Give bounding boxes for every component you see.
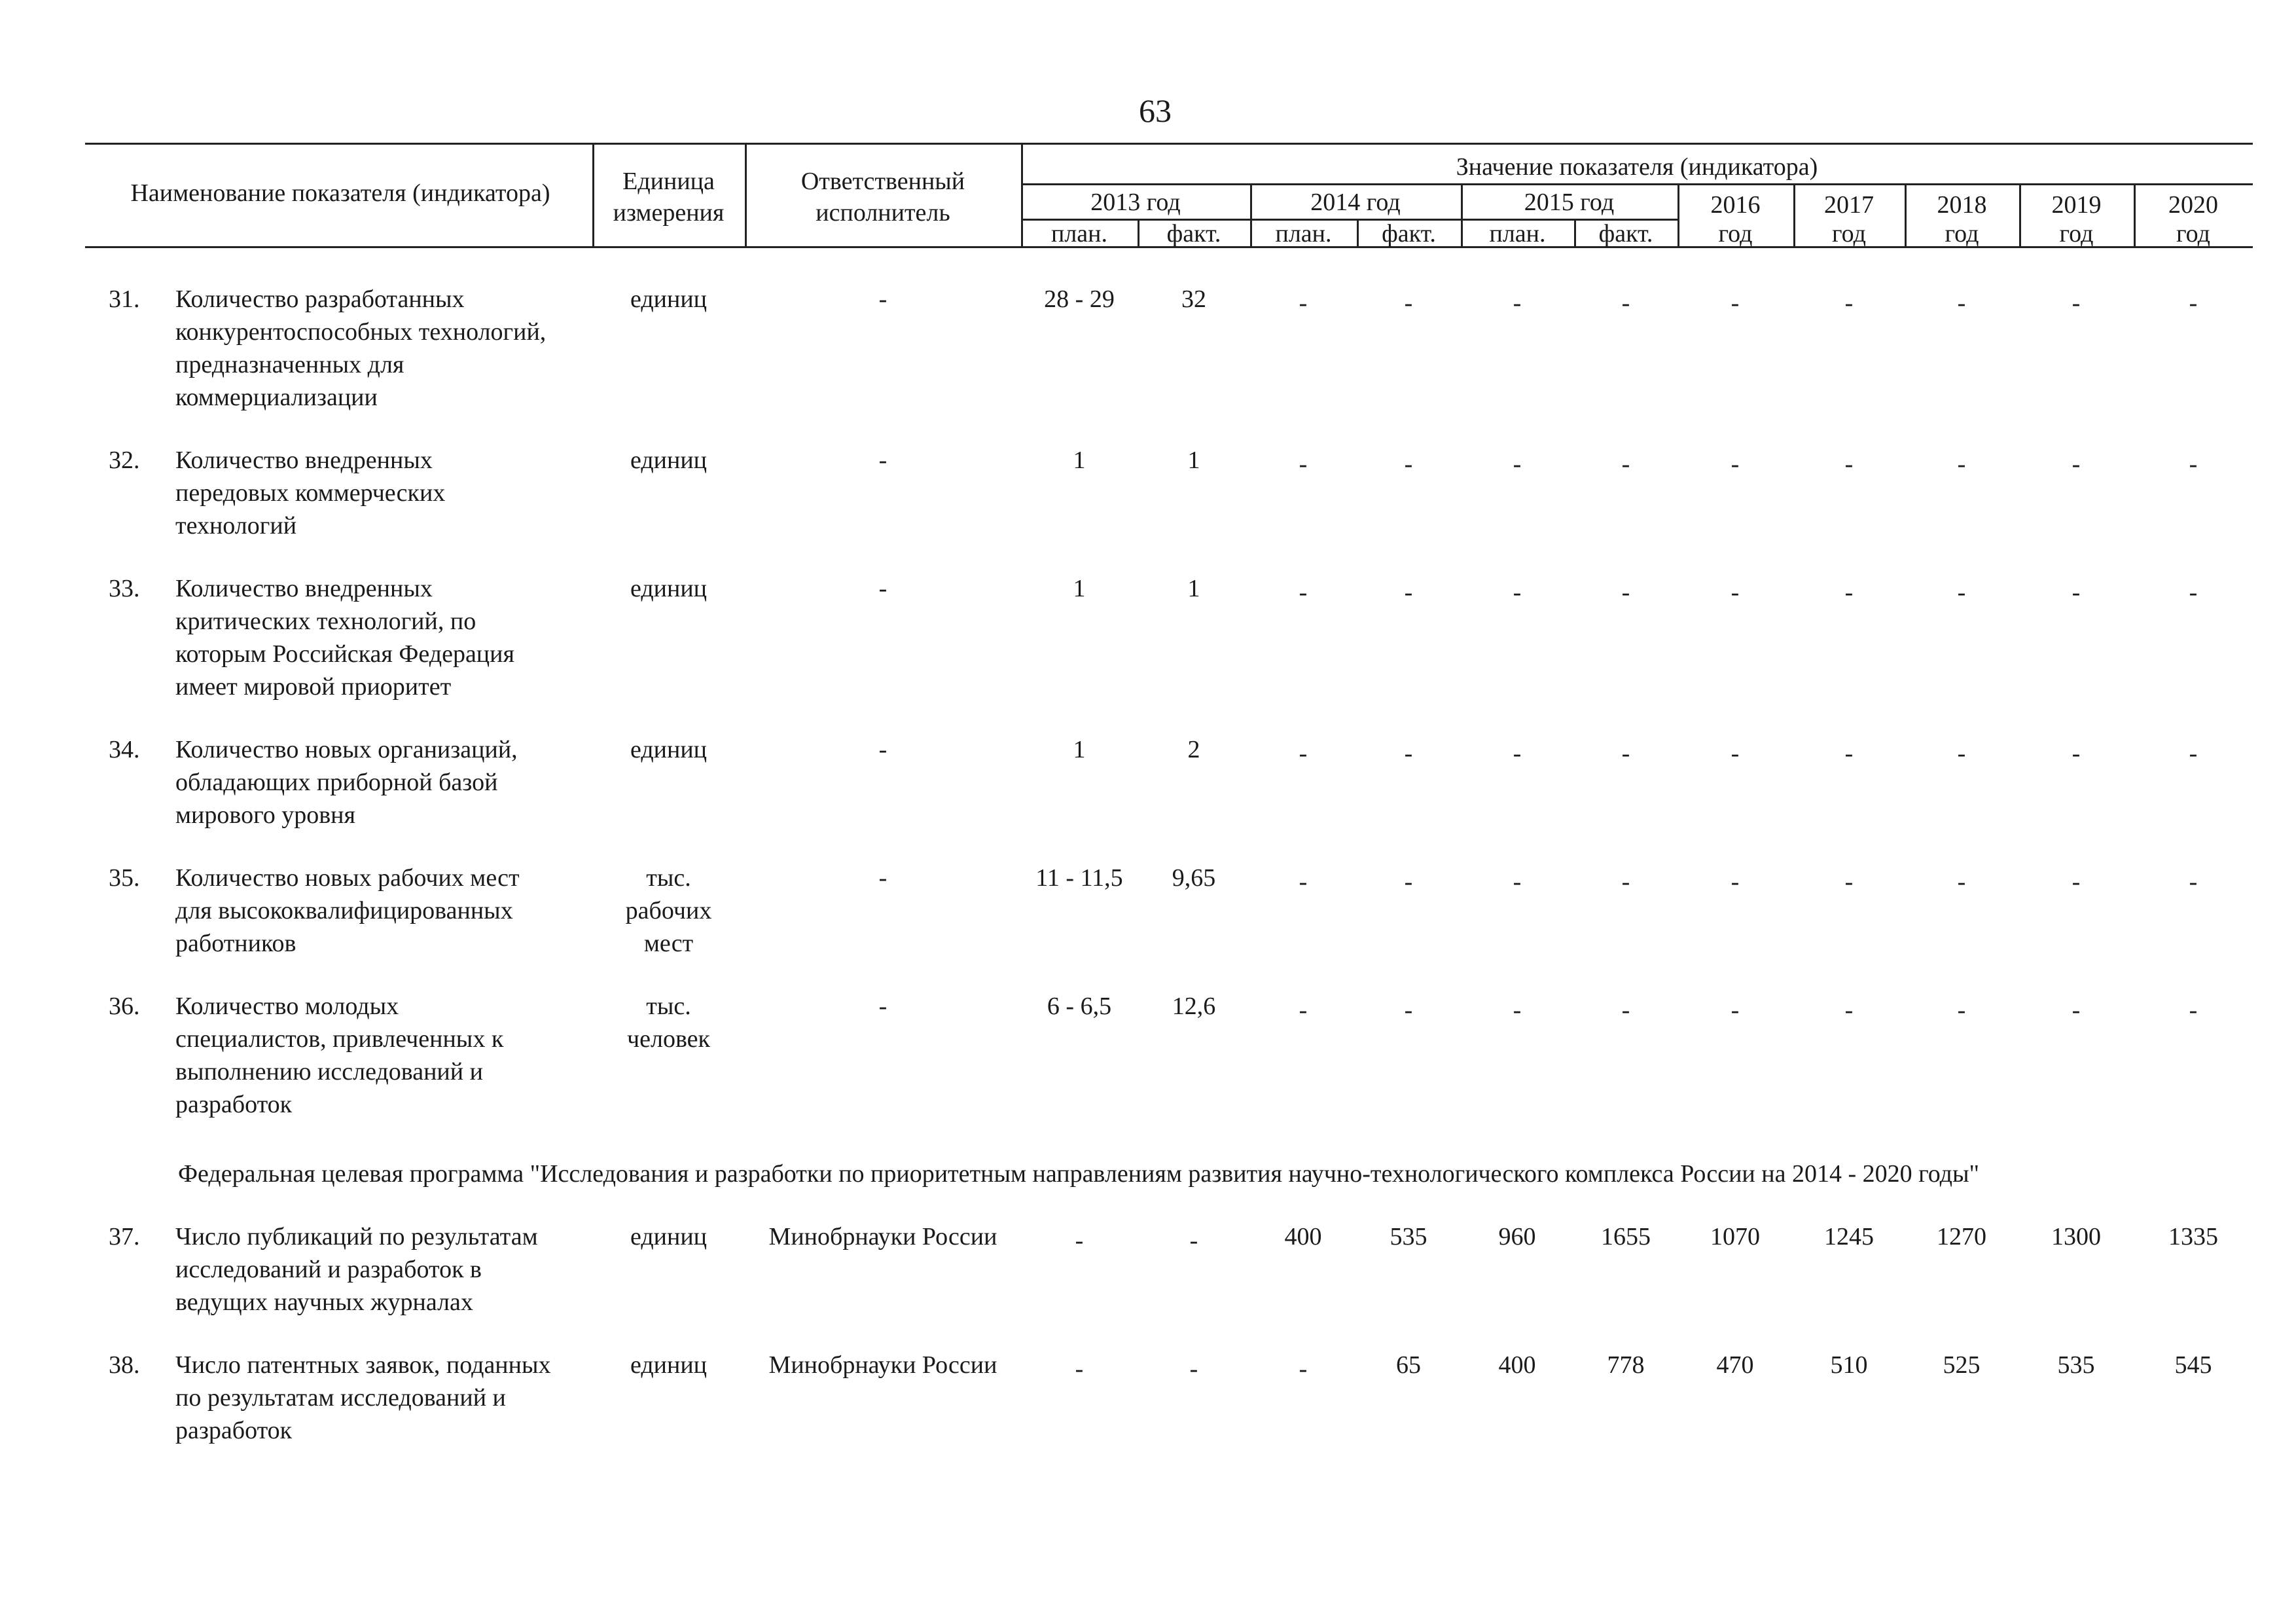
header-2015-fact: факт. (1598, 220, 1653, 247)
row-value-cell: - (1513, 579, 1522, 606)
row-number: 31. (109, 285, 140, 313)
row-value-cell: - (2072, 450, 2081, 478)
header-unit-line1: Единица (622, 168, 715, 195)
row-responsible: - (878, 575, 888, 602)
row-value-cell: - (1513, 740, 1522, 767)
row-value-cell: 12,6 (1172, 993, 1216, 1020)
row-name-line: исследований и разработок в (175, 1256, 482, 1283)
row-value-cell: - (1075, 1227, 1084, 1254)
row-name-line: Количество внедренных (175, 575, 433, 602)
row-value-cell: - (1957, 740, 1966, 767)
row-name-line: имеет мировой приоритет (175, 673, 452, 701)
row-value-cell: - (2189, 868, 2198, 896)
row-value-cell: - (1621, 579, 1630, 606)
header-resp-line2: исполнитель (816, 199, 950, 227)
row-value-cell: 1655 (1601, 1223, 1651, 1250)
header-year-2014: 2014 год (1310, 189, 1401, 216)
row-value-cell: 1 (1073, 447, 1086, 474)
row-value-cell: 65 (1396, 1351, 1421, 1379)
row-name-line: передовых коммерческих (175, 479, 446, 507)
row-value-cell: 470 (1716, 1351, 1754, 1379)
row-value-cell: - (1299, 289, 1308, 317)
header-god-2019: год (2059, 220, 2094, 247)
row-value-cell: 1 (1073, 575, 1086, 602)
row-value-cell: - (1299, 740, 1308, 767)
row-value-cell: - (1844, 996, 1854, 1024)
row-value-cell: 400 (1498, 1351, 1536, 1379)
row-value-cell: - (1404, 996, 1413, 1024)
row-name-line: обладающих приборной базой (175, 769, 498, 796)
row-value-cell: - (1404, 450, 1413, 478)
header-resp-line1: Ответственный (800, 168, 965, 195)
row-value-cell: - (1299, 996, 1308, 1024)
row-value-cell: - (1844, 289, 1854, 317)
row-name-line: коммерциализации (175, 384, 378, 411)
row-value-cell: - (1844, 450, 1854, 478)
row-number: 35. (109, 864, 140, 892)
row-responsible: Минобрнауки России (768, 1223, 997, 1250)
row-value-cell: - (1957, 868, 1966, 896)
row-name-line: выполнению исследований и (175, 1058, 483, 1085)
row-value-cell: - (1404, 289, 1413, 317)
row-unit-line: единиц (630, 1351, 708, 1379)
row-value-cell: 32 (1181, 285, 1206, 313)
row-name-line: Количество новых организаций, (175, 736, 518, 763)
row-value-cell: - (1404, 868, 1413, 896)
row-value-cell: 1245 (1824, 1223, 1874, 1250)
row-value-cell: 1 (1073, 736, 1086, 763)
row-name-line: мирового уровня (175, 801, 355, 829)
row-value-cell: - (1844, 579, 1854, 606)
row-value-cell: - (1957, 579, 1966, 606)
row-value-cell: - (1513, 289, 1522, 317)
row-value-cell: - (2072, 996, 2081, 1024)
row-name-line: по результатам исследований и (175, 1384, 506, 1412)
row-value-cell: 1 (1187, 447, 1200, 474)
row-responsible: - (878, 285, 888, 313)
row-value-cell: - (1621, 289, 1630, 317)
row-name-line: Количество новых рабочих мест (175, 864, 520, 892)
row-value-cell: - (1844, 868, 1854, 896)
header-2014-fact: факт. (1382, 220, 1436, 247)
header-year-2020: 2020 (2168, 191, 2218, 219)
row-value-cell: - (1513, 868, 1522, 896)
row-value-cell: - (2072, 868, 2081, 896)
row-name-line: Количество разработанных (175, 285, 465, 313)
row-value-cell: - (1299, 579, 1308, 606)
header-name: Наименование показателя (индикатора) (130, 179, 550, 207)
row-name-line: Количество молодых (175, 993, 399, 1020)
row-value-cell: 9,65 (1172, 864, 1216, 892)
header-year-2015: 2015 год (1524, 189, 1615, 216)
row-value-cell: - (1621, 868, 1630, 896)
row-value-cell: - (1299, 450, 1308, 478)
header-god-2017: год (1832, 220, 1866, 247)
row-value-cell: 545 (2174, 1351, 2212, 1379)
row-value-cell: - (1731, 579, 1740, 606)
row-value-cell: - (1621, 996, 1630, 1024)
row-value-cell: - (1075, 1355, 1084, 1383)
header-year-2016: 2016 (1710, 191, 1761, 219)
row-name-line: для высококвалифицированных (175, 897, 513, 924)
header-god-2016: год (1718, 220, 1753, 247)
row-value-cell: 400 (1284, 1223, 1322, 1250)
row-value-cell: 1 (1187, 575, 1200, 602)
row-value-cell: 1300 (2051, 1223, 2101, 1250)
row-value-cell: 1335 (2168, 1223, 2218, 1250)
row-value-cell: - (1299, 868, 1308, 896)
header-2015-plan: план. (1489, 220, 1546, 247)
row-value-cell: - (1731, 450, 1740, 478)
row-value-cell: - (1513, 996, 1522, 1024)
row-unit-line: мест (643, 930, 694, 957)
row-value-cell: - (1957, 450, 1966, 478)
row-value-cell: 535 (2057, 1351, 2095, 1379)
row-value-cell: 2 (1187, 736, 1200, 763)
row-value-cell: 535 (1390, 1223, 1427, 1250)
row-value-cell: - (2072, 289, 2081, 317)
row-value-cell: - (1189, 1227, 1198, 1254)
header-value: Значение показателя (индикатора) (1456, 153, 1818, 181)
row-value-cell: 11 - 11,5 (1035, 864, 1123, 892)
row-value-cell: 6 - 6,5 (1047, 993, 1112, 1020)
row-number: 34. (109, 736, 140, 763)
header-unit-line2: измерения (613, 199, 725, 227)
row-unit-line: единиц (630, 736, 708, 763)
row-unit-line: единиц (630, 575, 708, 602)
page-number: 63 (1139, 92, 1172, 129)
row-value-cell: - (2189, 740, 2198, 767)
row-value-cell: 778 (1607, 1351, 1645, 1379)
row-value-cell: - (1957, 289, 1966, 317)
header-year-2017: 2017 (1824, 191, 1874, 219)
row-name-line: Число публикаций по результатам (175, 1223, 538, 1250)
header-god-2020: год (2176, 220, 2210, 247)
row-number: 37. (109, 1223, 140, 1250)
row-name-line: разработок (175, 1417, 293, 1444)
row-unit-line: тыс. (646, 993, 691, 1020)
row-name-line: предназначенных для (175, 351, 404, 378)
row-responsible: - (878, 447, 888, 474)
row-value-cell: - (1731, 740, 1740, 767)
header-2013-plan: план. (1050, 220, 1107, 247)
row-value-cell: 1270 (1937, 1223, 1986, 1250)
header-year-2013: 2013 год (1090, 189, 1181, 216)
row-responsible: - (878, 736, 888, 763)
row-name-line: Число патентных заявок, поданных (175, 1351, 551, 1379)
row-value-cell: 510 (1830, 1351, 1868, 1379)
header-god-2018: год (1945, 220, 1979, 247)
row-value-cell: - (1731, 868, 1740, 896)
row-number: 33. (109, 575, 140, 602)
row-name-line: работников (175, 930, 296, 957)
row-value-cell: - (1189, 1355, 1198, 1383)
row-name-line: критических технологий, по (175, 608, 476, 635)
row-value-cell: 28 - 29 (1044, 285, 1115, 313)
row-name-line: ведущих научных журналах (175, 1288, 473, 1316)
row-value-cell: - (1404, 740, 1413, 767)
row-unit-line: единиц (630, 447, 708, 474)
row-value-cell: - (2189, 996, 2198, 1024)
row-value-cell: - (1299, 1355, 1308, 1383)
row-responsible: Минобрнауки России (768, 1351, 997, 1379)
row-name-line: разработок (175, 1091, 293, 1118)
row-value-cell: - (1513, 450, 1522, 478)
row-value-cell: - (2189, 579, 2198, 606)
header-2014-plan: план. (1275, 220, 1332, 247)
row-value-cell: - (2072, 740, 2081, 767)
row-value-cell: - (1731, 996, 1740, 1024)
row-responsible: - (878, 993, 888, 1020)
row-value-cell: - (1404, 579, 1413, 606)
row-number: 36. (109, 993, 140, 1020)
row-name-line: которым Российская Федерация (175, 640, 514, 668)
row-value-cell: - (1621, 450, 1630, 478)
row-name-line: технологий (175, 512, 297, 539)
row-value-cell: 525 (1943, 1351, 1981, 1379)
row-value-cell: - (2189, 450, 2198, 478)
header-year-2018: 2018 (1937, 191, 1987, 219)
row-value-cell: - (1957, 996, 1966, 1024)
row-name-line: конкурентоспособных технологий, (175, 318, 547, 346)
section-title: Федеральная целевая программа "Исследования и разработки по приоритетным направлениям развития научно-технологического комплекса России на 2014 - 2020 годы" (178, 1160, 1980, 1188)
row-value-cell: - (2072, 579, 2081, 606)
row-number: 38. (109, 1351, 140, 1379)
row-name-line: специалистов, привлеченных к (175, 1025, 504, 1053)
row-value-cell: - (2189, 289, 2198, 317)
row-unit-line: единиц (630, 1223, 708, 1250)
row-unit-line: человек (627, 1025, 710, 1053)
header-year-2019: 2019 (2051, 191, 2102, 219)
row-unit-line: единиц (630, 285, 708, 313)
row-value-cell: - (1731, 289, 1740, 317)
row-unit-line: тыс. (646, 864, 691, 892)
row-name-line: Количество внедренных (175, 447, 433, 474)
row-number: 32. (109, 447, 140, 474)
row-responsible: - (878, 864, 888, 892)
row-value-cell: - (1621, 740, 1630, 767)
row-value-cell: 960 (1498, 1223, 1536, 1250)
row-value-cell: 1070 (1710, 1223, 1760, 1250)
header-2013-fact: факт. (1166, 220, 1221, 247)
row-value-cell: - (1844, 740, 1854, 767)
row-unit-line: рабочих (625, 897, 712, 924)
